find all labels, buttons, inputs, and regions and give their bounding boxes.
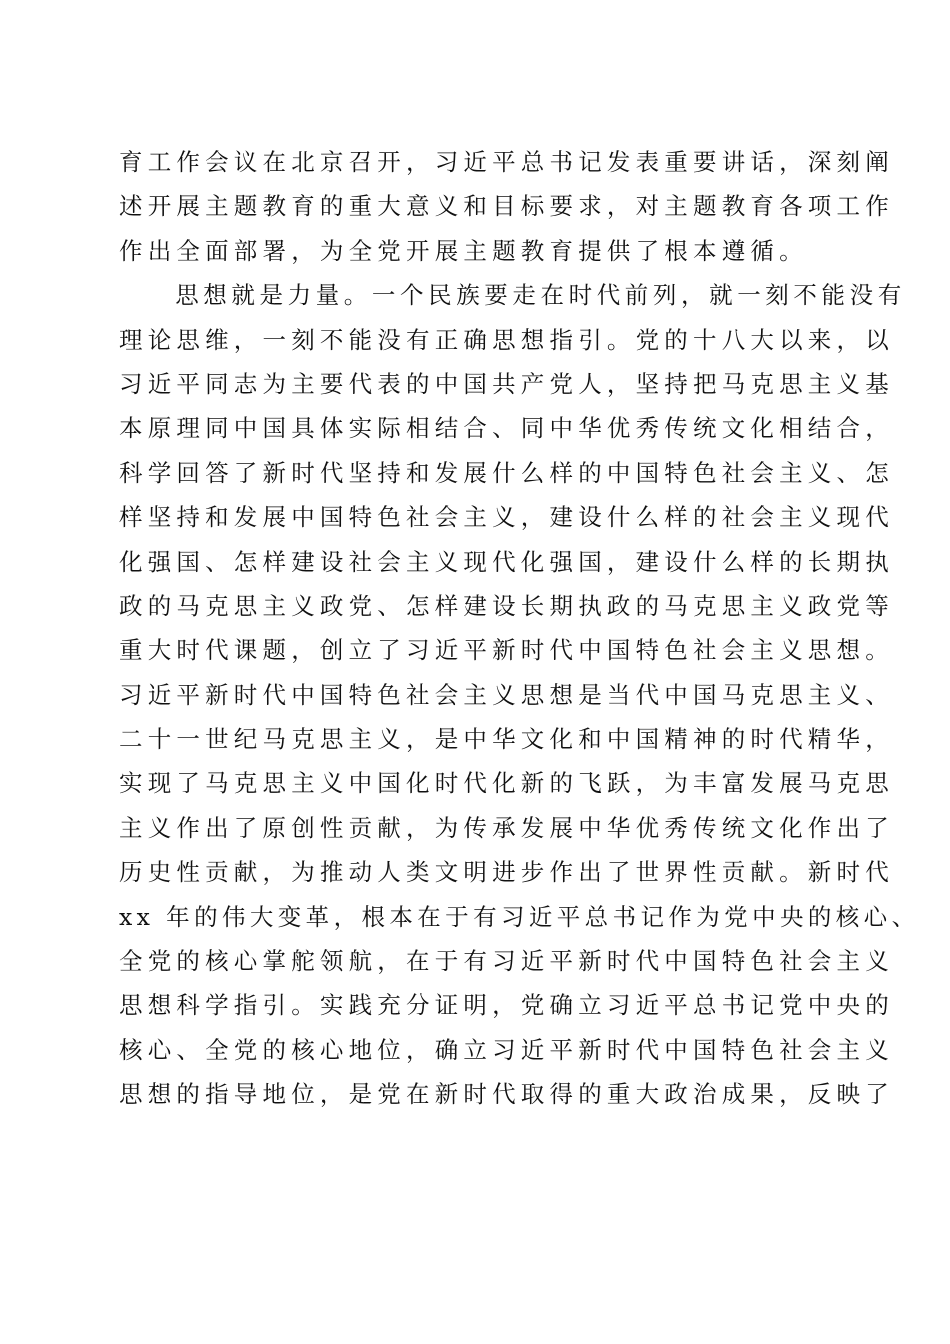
- text-line: 习近平新时代中国特色社会主义思想是当代中国马克思主义、: [119, 680, 894, 709]
- text-line: 主义作出了原创性贡献，为传承发展中华优秀传统文化作出了: [119, 813, 894, 842]
- text-line: 重大时代课题，创立了习近平新时代中国特色社会主义思想。: [119, 636, 894, 665]
- text-line: 习近平同志为主要代表的中国共产党人，坚持把马克思主义基: [119, 369, 894, 398]
- text-line: 述开展主题教育的重大意义和目标要求，对主题教育各项工作: [119, 192, 894, 221]
- text-line: 作出全面部署，为全党开展主题教育提供了根本遵循。: [119, 236, 808, 265]
- text-line: 思想科学指引。实践充分证明，党确立习近平总书记党中央的: [119, 991, 894, 1020]
- text-line: 化强国、怎样建设社会主义现代化强国，建设什么样的长期执: [119, 547, 894, 576]
- text-line: xx 年的伟大变革，根本在于有习近平总书记作为党中央的核心、: [119, 902, 920, 931]
- text-line: 理论思维，一刻不能没有正确思想指引。党的十八大以来，以: [119, 325, 894, 354]
- text-line: 政的马克思主义政党、怎样建设长期执政的马克思主义政党等: [119, 591, 894, 620]
- paragraph-start-line: 思想就是力量。一个民族要走在时代前列，就一刻不能没有: [119, 281, 906, 310]
- text-line: 科学回答了新时代坚持和发展什么样的中国特色社会主义、怎: [119, 458, 894, 487]
- text-line: 样坚持和发展中国特色社会主义，建设什么样的社会主义现代: [119, 503, 894, 532]
- text-line: 历史性贡献，为推动人类文明进步作出了世界性贡献。新时代: [119, 858, 894, 887]
- text-line: 全党的核心掌舵领航，在于有习近平新时代中国特色社会主义: [119, 947, 894, 976]
- text-line: 育工作会议在北京召开，习近平总书记发表重要讲话，深刻阐: [119, 148, 894, 176]
- text-line: 思想的指导地位，是党在新时代取得的重大政治成果，反映了: [119, 1080, 894, 1109]
- text-line: 本原理同中国具体实际相结合、同中华优秀传统文化相结合，: [119, 414, 894, 443]
- text-line: 二十一世纪马克思主义，是中华文化和中国精神的时代精华，: [119, 725, 894, 754]
- text-line: 实现了马克思主义中国化时代化新的飞跃，为丰富发展马克思: [119, 769, 894, 798]
- text-line: 核心、全党的核心地位，确立习近平新时代中国特色社会主义: [119, 1035, 894, 1064]
- body-text: [119, 140, 920, 1117]
